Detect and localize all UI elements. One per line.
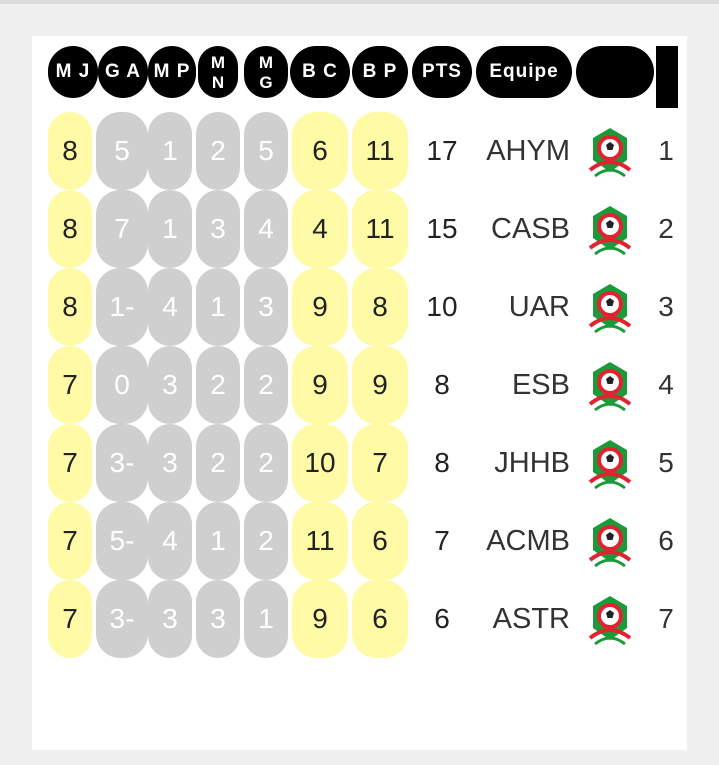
cell-mp: 4 — [148, 268, 192, 346]
header-mp — [148, 46, 196, 98]
cell-pts: 15 — [426, 213, 458, 244]
cell-mp: 3 — [148, 346, 192, 424]
standings-row[interactable] — [32, 268, 687, 346]
football-club-logo-icon — [587, 592, 633, 646]
cell-pts: 7 — [434, 525, 450, 556]
cell-team: ASTR — [492, 602, 570, 635]
cell-bc: 4 — [292, 190, 348, 268]
cell-bp: 11 — [352, 112, 408, 190]
cell-mn: 2 — [196, 424, 240, 502]
cell-team: JHHB — [494, 446, 570, 479]
header-pts — [412, 46, 472, 98]
cell-bp: 7 — [352, 424, 408, 502]
cell-mj: 7 — [48, 346, 92, 424]
cell-bp: 11 — [352, 190, 408, 268]
standings-row[interactable] — [32, 190, 687, 268]
header-mn-top: M — [210, 52, 226, 72]
cell-mj: 8 — [48, 112, 92, 190]
header-mn — [198, 46, 238, 98]
header-mj-label: M J — [55, 61, 91, 82]
header-mg-bottom: G — [259, 72, 273, 92]
cell-team: ACMB — [486, 524, 570, 557]
cell-pts: 10 — [426, 291, 458, 322]
header-bp-label: B P — [362, 61, 398, 82]
header-ga — [98, 46, 148, 98]
header-mj — [48, 46, 98, 98]
cell-mg: 2 — [244, 346, 288, 424]
standings-row[interactable] — [32, 580, 687, 658]
cell-bc: 9 — [292, 268, 348, 346]
header-equipe — [476, 46, 572, 98]
standings-row[interactable] — [32, 112, 687, 190]
standings-row[interactable] — [32, 346, 687, 424]
cell-ga: 7 — [96, 190, 148, 268]
cell-bp: 8 — [352, 268, 408, 346]
football-club-logo-icon — [587, 124, 633, 178]
header-mn-bottom: N — [211, 72, 225, 92]
cell-bp: 6 — [352, 502, 408, 580]
cell-bc: 9 — [292, 580, 348, 658]
football-club-logo-icon — [587, 436, 633, 490]
header-equipe-label: Equipe — [489, 61, 559, 82]
cell-team: AHYM — [486, 134, 570, 167]
cell-ga: 3- — [96, 424, 148, 502]
cell-ga: 3- — [96, 580, 148, 658]
cell-pts: 6 — [434, 603, 450, 634]
cell-rank: 4 — [658, 369, 674, 400]
cell-mp: 4 — [148, 502, 192, 580]
cell-ga: 5 — [96, 112, 148, 190]
cell-mg: 3 — [244, 268, 288, 346]
cell-ga: 0 — [96, 346, 148, 424]
header-mg — [244, 46, 288, 98]
cell-bc: 10 — [292, 424, 348, 502]
football-club-logo-icon — [587, 280, 633, 334]
header-rank-blank — [656, 46, 678, 108]
cell-mg: 1 — [244, 580, 288, 658]
cell-bp: 9 — [352, 346, 408, 424]
cell-mj: 7 — [48, 424, 92, 502]
cell-mn: 2 — [196, 112, 240, 190]
cell-mn: 1 — [196, 502, 240, 580]
header-ga-label: G A — [104, 61, 142, 82]
cell-mn: 1 — [196, 268, 240, 346]
cell-mp: 1 — [148, 190, 192, 268]
cell-bc: 6 — [292, 112, 348, 190]
cell-mp: 1 — [148, 112, 192, 190]
cell-rank: 7 — [658, 603, 674, 634]
cell-bc: 11 — [292, 502, 348, 580]
standings-card — [32, 36, 687, 750]
cell-mj: 8 — [48, 190, 92, 268]
cell-ga: 1- — [96, 268, 148, 346]
cell-rank: 3 — [658, 291, 674, 322]
cell-pts: 17 — [426, 135, 458, 166]
cell-rank: 6 — [658, 525, 674, 556]
header-mg-top: M — [258, 52, 274, 72]
football-club-logo-icon — [587, 202, 633, 256]
cell-bp: 6 — [352, 580, 408, 658]
cell-bc: 9 — [292, 346, 348, 424]
cell-team: ESB — [511, 368, 570, 401]
header-logo-blank — [576, 46, 654, 98]
cell-mg: 5 — [244, 112, 288, 190]
cell-team: UAR — [508, 290, 570, 323]
cell-team: CASB — [491, 212, 570, 245]
cell-mn: 2 — [196, 346, 240, 424]
cell-mn: 3 — [196, 190, 240, 268]
cell-mg: 4 — [244, 190, 288, 268]
header-bp — [352, 46, 408, 98]
cell-mn: 3 — [196, 580, 240, 658]
cell-mp: 3 — [148, 424, 192, 502]
header-bc — [290, 46, 350, 98]
header-pts-label: PTS — [422, 61, 462, 82]
header-mp-label: M P — [153, 61, 191, 82]
cell-mj: 7 — [48, 502, 92, 580]
standings-row[interactable] — [32, 424, 687, 502]
cell-rank: 2 — [658, 213, 674, 244]
header-bc-label: B C — [302, 61, 338, 82]
cell-pts: 8 — [434, 447, 450, 478]
cell-mg: 2 — [244, 502, 288, 580]
cell-mj: 7 — [48, 580, 92, 658]
cell-mg: 2 — [244, 424, 288, 502]
cell-mp: 3 — [148, 580, 192, 658]
cell-mj: 8 — [48, 268, 92, 346]
cell-rank: 1 — [658, 135, 674, 166]
cell-rank: 5 — [658, 447, 674, 478]
football-club-logo-icon — [587, 514, 633, 568]
standings-row[interactable] — [32, 502, 687, 580]
cell-pts: 8 — [434, 369, 450, 400]
cell-ga: 5- — [96, 502, 148, 580]
top-divider — [0, 0, 719, 4]
football-club-logo-icon — [587, 358, 633, 412]
